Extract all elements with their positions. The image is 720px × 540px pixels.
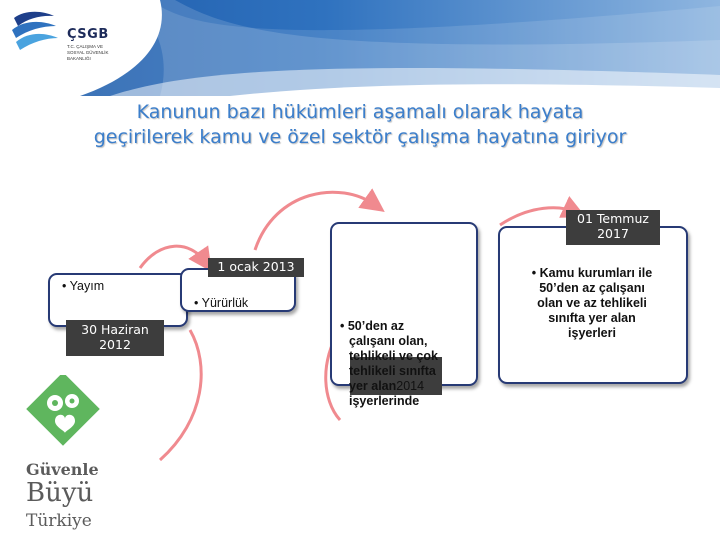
- logo-text: Büyü: [26, 478, 94, 508]
- guvenle-buyu-turkiye-logo: [10, 375, 120, 535]
- brand-subtitle-line: SOSYAL GÜVENLİK: [67, 50, 109, 55]
- gear-heart-icon: [15, 375, 115, 455]
- timeline-bullet-text: • Kamu kurumları ile 50’den az çalışanı olan ve az tehlikeli sınıfta yer alan işyerleri: [531, 266, 653, 340]
- logo-text: Güvenle: [26, 460, 99, 479]
- arrow-curve: [500, 208, 575, 225]
- arrow-curve: [140, 246, 205, 268]
- brand-name: ÇSGB: [67, 27, 109, 42]
- timeline-bullet: • Yayım: [62, 279, 105, 293]
- timeline-date-label: 1 ocak 2013: [208, 258, 304, 277]
- timeline-bullet-text: • 50’den az çalışanı olan, tehlikeli ve çok tehlikeli sınıfta yer alan2014 işyerlerinde: [340, 319, 438, 408]
- brand-subtitle-line: T.C. ÇALIŞMA VE: [67, 44, 104, 49]
- arrow-curve: [160, 330, 201, 460]
- logo-text: Türkiye: [26, 511, 92, 531]
- timeline-date-label: 30 Haziran 2012: [66, 320, 164, 356]
- timeline-date-label: 01 Temmuz 2017: [566, 210, 660, 245]
- slide-title-line: Kanunun bazı hükümleri aşamalı olarak hayata: [136, 101, 584, 123]
- slide-title-line: geçirilerek kamu ve özel sektör çalışma hayatına giriyor: [93, 126, 627, 148]
- brand-subtitle-line: BAKANLIĞI: [67, 56, 91, 61]
- timeline-bullet: • Yürürlük: [194, 296, 249, 310]
